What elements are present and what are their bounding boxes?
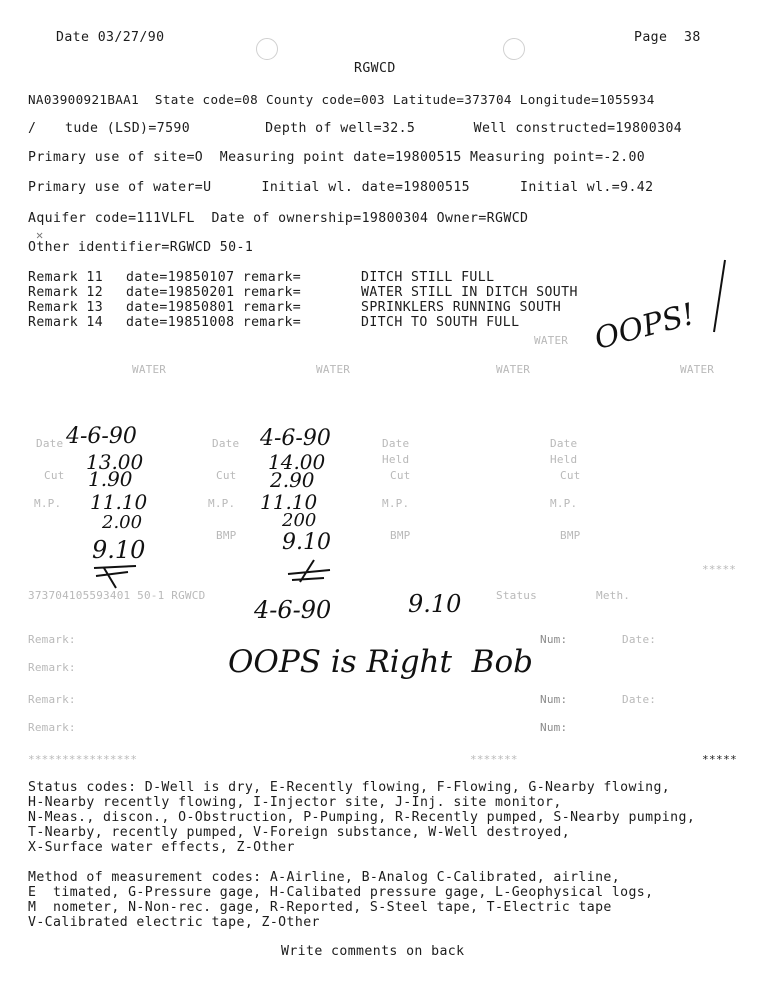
remark-date: date=19851008 remark= [126, 315, 302, 330]
remark-date: date=19850801 remark= [126, 300, 302, 315]
remark-label: Remark 13 [28, 300, 104, 315]
bleed-mp-label: M.P. [550, 497, 578, 510]
other-identifier-line: Other identifier=RGWCD 50-1 [28, 240, 254, 255]
status-codes-line: X-Surface water effects, Z-Other [28, 840, 295, 855]
method-codes-line: V-Calibrated electric tape, Z-Other [28, 915, 320, 930]
bleed-water-header: WATER [534, 334, 569, 347]
handwritten-cut: 1.90 [88, 467, 133, 491]
bleed-water-col: WATER [680, 363, 715, 376]
status-codes-line: H-Nearby recently flowing, I-Injector site, J-Inj. site monitor, [28, 795, 562, 810]
handwritten-date: 4-6-90 [66, 424, 137, 449]
bleed-meth-label: Meth. [596, 589, 631, 602]
remark-date: date=19850107 remark= [126, 270, 302, 285]
bleed-status-label: Status [496, 589, 537, 602]
handwritten-held: 13.00 [86, 450, 144, 474]
handwritten-result: 9.10 [92, 536, 146, 564]
punch-hole-left [256, 38, 278, 60]
primary-use-water-line: Primary use of water=U Initial wl. date=19800515 Initial wl.=9.42 [28, 180, 654, 195]
bleed-water-col: WATER [496, 363, 531, 376]
bleed-date-label: Date [382, 437, 410, 450]
bleed-cut-label: Cut [44, 469, 65, 482]
bleed-num-label: Num: [540, 721, 568, 734]
remark-text: SPRINKLERS RUNNING SOUTH [361, 300, 562, 315]
method-codes-line: E timated, G-Pressure gage, H-Calibated pressure gage, L-Geophysical logs, [28, 885, 654, 900]
handwritten-mp: 11.10 [90, 490, 148, 514]
bleed-remark-label: Remark: [28, 693, 76, 706]
bleed-date-label: Date [550, 437, 578, 450]
bleed-star-row: ******* [470, 753, 518, 766]
handwritten-bottom-value: 9.10 [408, 590, 462, 618]
altitude-line: tude (LSD)=7590 Depth of well=32.5 Well constructed=19800304 [65, 121, 683, 136]
handwritten-oops: OOPS! [590, 296, 699, 357]
bleed-mp-label: M.P. [34, 497, 62, 510]
handwritten-mp: 11.10 [260, 490, 318, 514]
remark-label: Remark 11 [28, 270, 104, 285]
bleed-date-field-label: Date: [622, 633, 657, 646]
primary-use-site-line: Primary use of site=O Measuring point date=19800515 Measuring point=-2.00 [28, 150, 646, 165]
ink-smudge: ✕ [36, 228, 44, 242]
method-codes-line: Method of measurement codes: A-Airline, B-Analog C-Calibrated, airline, [28, 870, 621, 885]
bleed-held-label: Held [382, 453, 410, 466]
footer-note: Write comments on back [281, 944, 465, 959]
handwritten-result: 9.10 [282, 530, 331, 555]
bleed-date-label: Date [36, 437, 64, 450]
handwritten-extra: 2.00 [102, 512, 143, 533]
method-codes-line: M nometer, N-Non-rec. gage, R-Reported, S-Steel tape, T-Electric tape [28, 900, 612, 915]
bleed-remark-label: Remark: [28, 633, 76, 646]
bleed-mp-label: M.P. [382, 497, 410, 510]
bleed-mp-label: M.P. [208, 497, 236, 510]
bleed-star-row: ***** [702, 753, 738, 766]
handwritten-held: 14.00 [268, 450, 326, 474]
page-number: Page 38 [634, 30, 701, 45]
bleed-num-label: Num: [540, 633, 568, 646]
bleed-stars: ***** [702, 563, 737, 576]
well-id-line: NA03900921BAA1 State code=08 County code=003 Latitude=373704 Longitude=1055934 [28, 92, 655, 107]
status-codes-line: N-Meas., discon., O-Obstruction, P-Pumping, R-Recently pumped, S-Nearby pumping, [28, 810, 696, 825]
handwritten-cut: 2.90 [270, 468, 315, 492]
status-codes-line: Status codes: D-Well is dry, E-Recently flowing, F-Flowing, G-Nearby flowing, [28, 780, 671, 795]
bleed-remark-label: Remark: [28, 661, 76, 674]
bleed-water-col: WATER [316, 363, 351, 376]
bleed-num-label: Num: [540, 693, 568, 706]
handwritten-bottom-date: 4-6-90 [254, 596, 332, 624]
bleed-cut-label: Cut [390, 469, 411, 482]
bleed-id-row: 373704105593401 50-1 RGWCD [28, 589, 206, 602]
remark-label: Remark 12 [28, 285, 104, 300]
bleed-cut-label: Cut [216, 469, 237, 482]
remark-text: DITCH TO SOUTH FULL [361, 315, 520, 330]
altitude-mark: / [28, 121, 37, 136]
bleed-date-field-label: Date: [622, 693, 657, 706]
handwritten-extra: 200 [282, 510, 317, 531]
water-level-symbol-icon [90, 562, 140, 592]
bleed-water-col: WATER [132, 363, 167, 376]
handwritten-date: 4-6-90 [260, 426, 331, 451]
punch-hole-right [503, 38, 525, 60]
bleed-bmp-label: BMP [216, 529, 237, 542]
exclamation-stroke-icon [700, 250, 740, 350]
bleed-cut-label: Cut [560, 469, 581, 482]
handwritten-note: OOPS is Right Bob [228, 644, 533, 680]
report-date: Date 03/27/90 [56, 30, 165, 45]
bleed-remark-label: Remark: [28, 721, 76, 734]
aquifer-line: Aquifer code=111VLFL Date of ownership=19800304 Owner=RGWCD [28, 211, 529, 226]
bleed-held-label: Held [550, 453, 578, 466]
remark-label: Remark 14 [28, 315, 104, 330]
remark-date: date=19850201 remark= [126, 285, 302, 300]
bleed-date-label: Date [212, 437, 240, 450]
bleed-bmp-label: BMP [560, 529, 581, 542]
remark-text: DITCH STILL FULL [361, 270, 495, 285]
status-codes-line: T-Nearby, recently pumped, V-Foreign substance, W-Well destroyed, [28, 825, 571, 840]
water-level-symbol-icon [284, 556, 334, 586]
bleed-star-row: **************** [28, 753, 138, 766]
bleed-bmp-label: BMP [390, 529, 411, 542]
report-title: RGWCD [354, 61, 396, 76]
remark-text: WATER STILL IN DITCH SOUTH [361, 285, 578, 300]
